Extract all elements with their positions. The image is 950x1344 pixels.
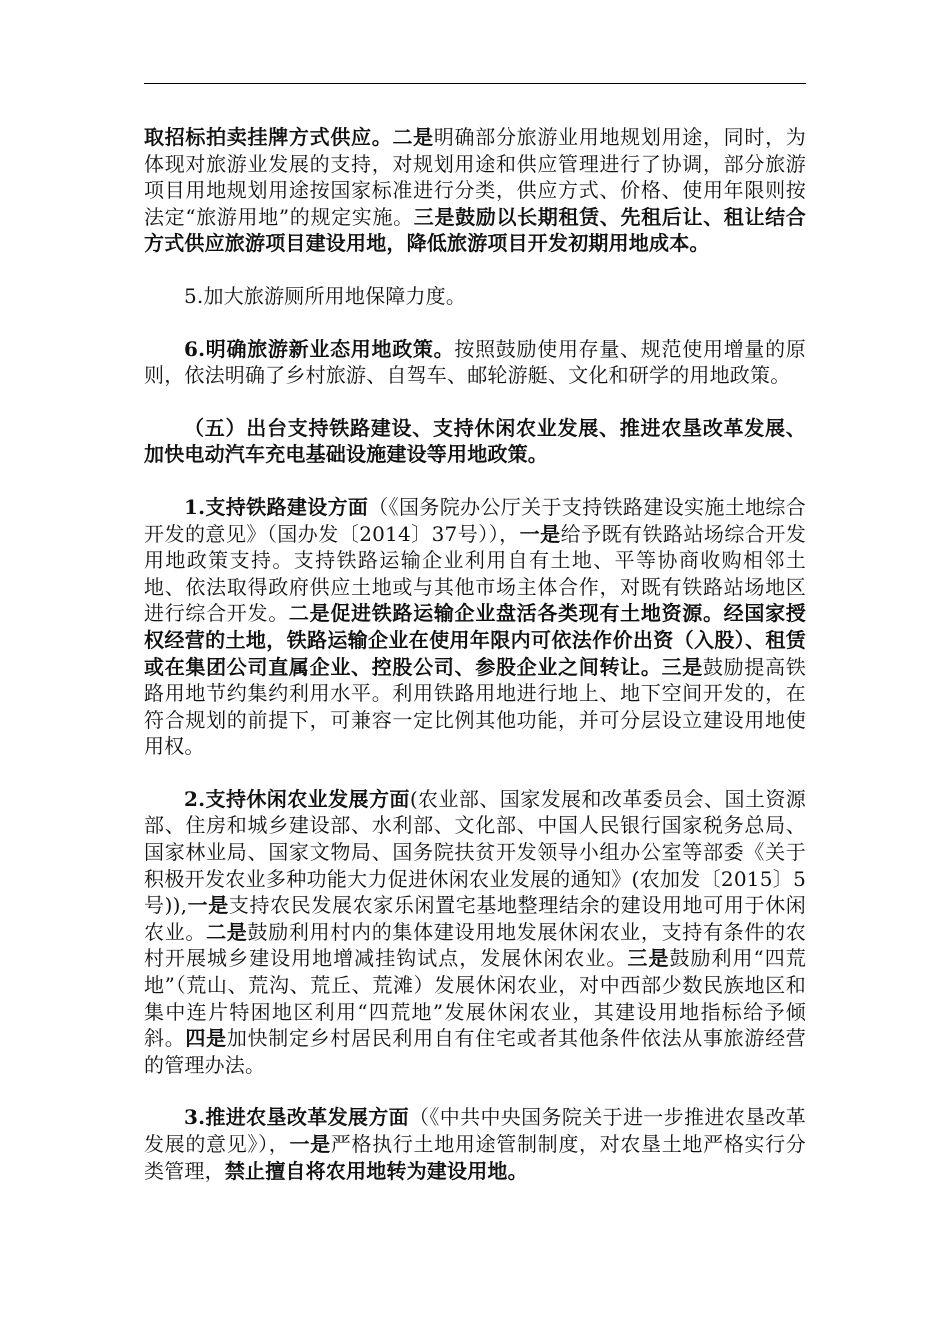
text-bold: 一是 <box>187 893 229 918</box>
text-bold: 2.支持休闲农业发展方面 <box>184 786 410 811</box>
text: （《国务院办公厅关于支持铁路建设实施土地综合开发的意见》（国办发〔2014〕37号））， <box>144 494 806 546</box>
text-bold: 禁止擅自将农用地转为建设用地。 <box>224 1158 528 1183</box>
text: 明确部分旅游业用地规划用途，同时，为体现对旅游业发展的支持，对规划用途和供应管理进行了协调，部分旅游项目用地规划用途按国家标准进行分类，供应方式、价格、使用年限则按法定“旅游用地”的规定实施。 <box>144 125 806 229</box>
section-heading <box>144 415 806 468</box>
text: 支持农民发展农家乐闲置宅基地整理结余的建设用地可用于休闲农业。 <box>144 893 807 944</box>
text: 鼓励提高铁路用地节约集约利用水平。利用铁路用地进行地上、地下空间开发的，在符合规划的前提下，可兼容一定比例其他功能，并可分层设立建设用地使用权。 <box>144 654 806 759</box>
text-bold: 三是 <box>661 654 703 679</box>
paragraph-6 <box>144 786 806 1079</box>
text-bold: 6.明确旅游新业态用地政策。 <box>184 336 455 361</box>
text-bold: 二是 <box>392 125 434 149</box>
text: (农业部、国家发展和改革委员会、国土资源部、住房和城乡建设部、水利部、文化部、中国人民银行国家税务总局、国家林业局、国家文物局、国务院扶贫开发领导小组办公室等部委《关于积极开发农业多种功能大力促进休闲农业发展的通知》(农加发〔2015〕5号)), <box>144 786 806 918</box>
document-body <box>144 124 806 1184</box>
text: 严格执行土地用途管制制度，对农垦土地严格实行分类管理， <box>144 1132 806 1183</box>
text-bold: 一是 <box>289 1132 331 1156</box>
text-bold: 三是鼓励以长期租赁、先租后让、租让结合方式供应旅游项目建设用地，降低旅游项目开发初期用地成本。 <box>144 204 806 256</box>
text-bold: 取招标拍卖挂牌方式供应。 <box>144 125 393 149</box>
text-bold: 3.推进农垦改革发展方面 <box>184 1105 410 1130</box>
text: 给予既有铁路站场综合开发用地政策支持。支持铁路运输企业利用自有土地、平等协商收购相邻土地、依法取得政府供应土地或与其他市场主体合作，对既有铁路站场地区进行综合开发。 <box>144 521 807 626</box>
text: （《中共中央国务院关于进一步推进农垦改革发展的意见》）， <box>144 1105 807 1156</box>
text: 按照鼓励使用存量、规范使用增量的原则，依法明确了乡村旅游、自驾车、邮轮游艇、文化和研学的用地政策。 <box>144 336 806 388</box>
text-bold: 三是 <box>627 946 670 971</box>
text-bold: （五）出台支持铁路建设、支持休闲农业发展、推进农垦改革发展、加快电动汽车充电基础设施建设等用地政策。 <box>144 415 806 467</box>
paragraph-2 <box>144 283 806 310</box>
header-rule <box>144 83 806 84</box>
text: 鼓励利用“四荒地”（荒山、荒沟、荒丘、荒滩）发展休闲农业，对中西部少数民族地区和集中连片特困地区利用“四荒地”发展休闲农业，其建设用地指标给予倾斜。 <box>144 946 807 1051</box>
text-bold: 1.支持铁路建设方面 <box>184 494 369 519</box>
paragraph-1 <box>144 124 806 257</box>
text-bold: 一是 <box>519 521 561 546</box>
paragraph-3 <box>144 336 806 389</box>
paragraph-7 <box>144 1104 806 1184</box>
text-bold: 四是 <box>185 1026 227 1051</box>
text-bold: 二是 <box>206 919 248 944</box>
text: 5.加大旅游厕所用地保障力度。 <box>184 283 467 308</box>
text: 加快制定乡村居民利用自有住宅或者其他条件依法从事旅游经营的管理办法。 <box>144 1026 806 1077</box>
text: 鼓励利用村内的集体建设用地发展休闲农业，支持有条件的农村开展城乡建设用地增减挂钩试点，发展休闲农业。 <box>144 919 806 971</box>
text-bold: 二是促进铁路运输企业盘活各类现有土地资源。经国家授权经营的土地，铁路运输企业在使用年限内可依法作价出资（入股）、租赁或在集团公司直属企业、控股公司、参股企业之间转让。 <box>144 601 806 679</box>
paragraph-5 <box>144 494 806 760</box>
